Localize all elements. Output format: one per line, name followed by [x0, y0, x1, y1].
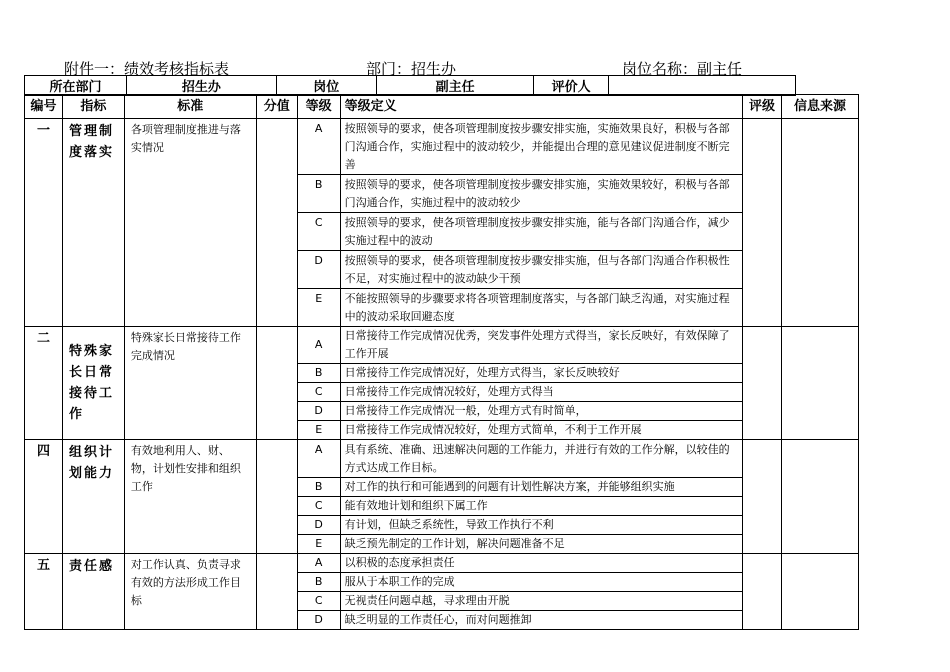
table-row — [25, 554, 859, 573]
col-definition: 等级定义 — [340, 95, 742, 119]
score-cell[interactable] — [256, 440, 297, 554]
col-no: 编号 — [25, 95, 63, 119]
department-title: 部门：招生办 — [366, 60, 457, 78]
kpi-table — [24, 94, 859, 630]
score-cell[interactable] — [256, 119, 297, 327]
section-indicator: 特殊家长日常接待工作 — [62, 327, 124, 440]
level-definition: 服从于本职工作的完成 — [340, 573, 742, 592]
level-definition: 日常接待工作完成情况好，处理方式得当，家长反映较好 — [340, 364, 742, 383]
level-grade: A — [297, 327, 340, 364]
table-row — [25, 327, 859, 364]
level-definition: 具有系统、准确、迅速解决问题的工作能力，并进行有效的工作分解，以较佳的方式达成工作目标。 — [340, 440, 742, 478]
level-grade: B — [297, 478, 340, 497]
level-definition: 有计划，但缺乏系统性，导致工作执行不利 — [340, 516, 742, 535]
level-definition: 缺乏明显的工作责任心，而对问题推卸 — [340, 611, 742, 630]
level-grade: A — [297, 440, 340, 478]
level-grade: B — [297, 573, 340, 592]
level-definition: 按照领导的要求，使各项管理制度按步骤安排实施，实施效果较好，积极与各部门沟通合作，实施过程中的波动较少 — [340, 175, 742, 213]
evaluator-label: 评价人 — [534, 76, 608, 96]
section-no: 一 — [25, 119, 63, 327]
level-definition: 以积极的态度承担责任 — [340, 554, 742, 573]
level-grade: E — [297, 289, 340, 327]
level-grade: C — [297, 383, 340, 402]
col-rating: 评级 — [743, 95, 782, 119]
col-source: 信息来源 — [782, 95, 859, 119]
col-standard: 标准 — [124, 95, 256, 119]
position-title: 岗位名称：副主任 — [622, 60, 743, 78]
level-grade: A — [297, 554, 340, 573]
level-definition: 按照领导的要求，使各项管理制度按步骤安排实施，实施效果良好，积极与各部门沟通合作，实施过程中的波动较少，并能提出合理的意见建议促进制度不断完善 — [340, 119, 742, 175]
level-grade: D — [297, 611, 340, 630]
section-no: 四 — [25, 440, 63, 554]
level-definition: 日常接待工作完成情况较好，处理方式简单，不利于工作开展 — [340, 421, 742, 440]
level-grade: C — [297, 213, 340, 251]
section-standard: 对工作认真、负责寻求有效的方法形成工作目标 — [124, 554, 256, 630]
score-cell[interactable] — [256, 554, 297, 630]
section-no: 二 — [25, 327, 63, 440]
col-indicator: 指标 — [62, 95, 124, 119]
rating-cell[interactable] — [743, 440, 782, 554]
level-definition: 按照领导的要求，使各项管理制度按步骤安排实施，能与各部门沟通合作，减少实施过程中的波动 — [340, 213, 742, 251]
section-indicator: 责任感 — [62, 554, 124, 630]
col-score: 分值 — [256, 95, 297, 119]
evaluator-value[interactable] — [608, 76, 795, 96]
source-cell[interactable] — [782, 327, 859, 440]
level-definition: 能有效地计划和组织下属工作 — [340, 497, 742, 516]
col-grade: 等级 — [297, 95, 340, 119]
post-label: 岗位 — [276, 76, 376, 96]
level-grade: D — [297, 402, 340, 421]
level-definition: 按照领导的要求，使各项管理制度按步骤安排实施，但与各部门沟通合作积极性不足，对实施过程中的波动缺少干预 — [340, 251, 742, 289]
level-grade: E — [297, 421, 340, 440]
section-standard: 各项管理制度推进与落实情况 — [124, 119, 256, 327]
level-definition: 对工作的执行和可能遇到的问题有计划性解决方案，并能够组织实施 — [340, 478, 742, 497]
level-grade: D — [297, 516, 340, 535]
source-cell[interactable] — [782, 554, 859, 630]
attachment-title: 附件一：绩效考核指标表 — [64, 60, 230, 78]
section-standard: 有效地利用人、财、物，计划性安排和组织工作 — [124, 440, 256, 554]
level-grade: A — [297, 119, 340, 175]
rating-cell[interactable] — [743, 554, 782, 630]
level-grade: B — [297, 364, 340, 383]
level-definition: 日常接待工作完成情况优秀，突发事件处理方式得当，家长反映好，有效保障了工作开展 — [340, 327, 742, 364]
section-no: 五 — [25, 554, 63, 630]
level-grade: C — [297, 497, 340, 516]
level-definition: 日常接待工作完成情况较好，处理方式得当 — [340, 383, 742, 402]
dept-label: 所在部门 — [25, 76, 127, 96]
level-grade: B — [297, 175, 340, 213]
level-definition: 无视责任问题卓越，寻求理由开脱 — [340, 592, 742, 611]
info-table — [24, 75, 796, 96]
section-standard: 特殊家长日常接待工作完成情况 — [124, 327, 256, 440]
level-definition: 不能按照领导的步骤要求将各项管理制度落实，与各部门缺乏沟通，对实施过程中的波动采取回避态度 — [340, 289, 742, 327]
section-indicator: 管理制度落实 — [62, 119, 124, 327]
dept-value: 招生办 — [127, 76, 277, 96]
score-cell[interactable] — [256, 327, 297, 440]
section-indicator: 组织计划能力 — [62, 440, 124, 554]
level-definition: 日常接待工作完成情况一般，处理方式有时简单， — [340, 402, 742, 421]
table-row — [25, 119, 859, 175]
rating-cell[interactable] — [743, 327, 782, 440]
level-grade: D — [297, 251, 340, 289]
rating-cell[interactable] — [743, 119, 782, 327]
post-value: 副主任 — [376, 76, 534, 96]
level-grade: E — [297, 535, 340, 554]
source-cell[interactable] — [782, 440, 859, 554]
level-grade: C — [297, 592, 340, 611]
table-row — [25, 440, 859, 478]
level-definition: 缺乏预先制定的工作计划，解决问题准备不足 — [340, 535, 742, 554]
source-cell[interactable] — [782, 119, 859, 327]
